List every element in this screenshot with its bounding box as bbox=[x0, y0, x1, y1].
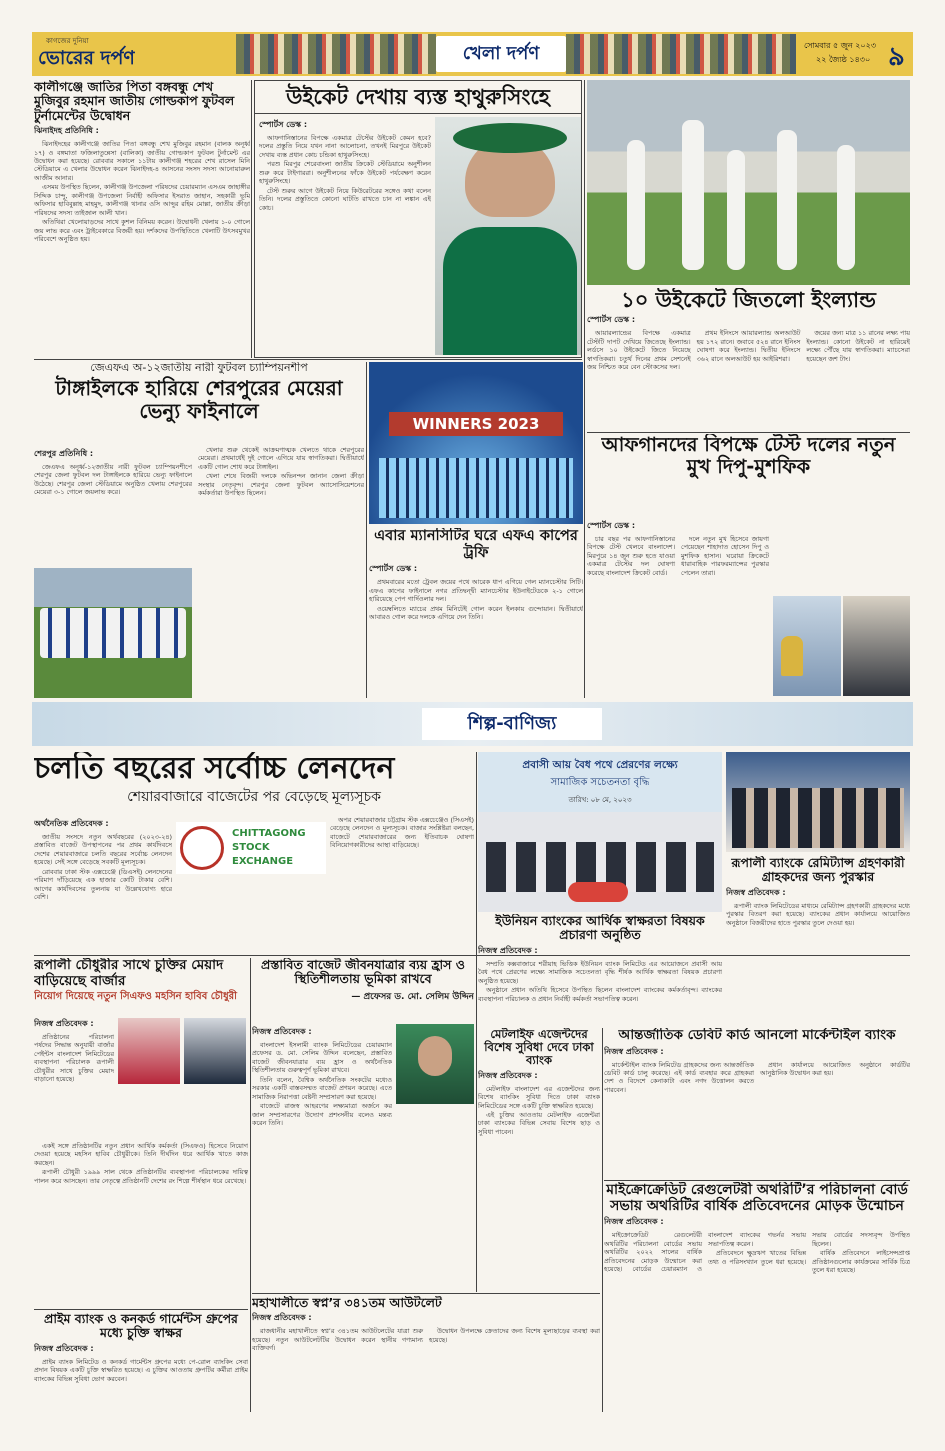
paragraph: পরশু মিরপুর শেরেবাংলা জাতীয় ক্রিকেট স্টেডিয়ামে অনুশীলন শুরু করে টাইগাররা। অনুশীলনের ফাঁকে উইকেট পর্যবেক্ষণ করেন হাথুরুসিংহে। bbox=[259, 160, 431, 186]
paragraph: প্রতিষ্ঠানের পরিচালনা পর্ষদের সিদ্ধান্ত অনুযায়ী বার্জার পেইন্টস বাংলাদেশ লিমিটেডের ব্যবস্থাপনা পরিচালক রূপালী চৌধুরীর সাথে চুক্তির মেয়াদ বাড়ানো হয়েছে। bbox=[34, 1033, 114, 1084]
paragraph: প্রধান কার্যালয়ে আয়োজিত অনুষ্ঠানে কার্ডটির আনুষ্ঠানিক উদ্বোধন করা হয়। bbox=[760, 1060, 910, 1077]
stock-text-left bbox=[34, 816, 172, 952]
flowers bbox=[568, 882, 628, 902]
article-body bbox=[259, 134, 431, 212]
paragraph: একই সঙ্গে প্রতিষ্ঠানটির নতুন প্রধান আর্থিক কর্মকর্তা (সিএফও) হিসেবে নিয়োগ দেওয়া হয়েছে মহসিন হাবিব চৌধুরীকে। তিনি দীর্ঘদিন ধরে আর্থিক খাতে কাজ করছেন। bbox=[34, 1142, 248, 1167]
article-stock bbox=[34, 752, 474, 952]
paragraph: বাংলাদেশ ইসলামী ব্যাংক লিমিটেডের চেয়ারম্যান প্রফেসর ড. মো. সেলিম উদ্দিন বলেছেন, প্রস্তাবিত বাজেট জীবনযাত্রার ব্যয় হ্রাস ও অর্থনৈতিক স্থিতিশীলতায় গুরুত্বপূর্ণ ভূমিকা রাখবে। bbox=[252, 1041, 392, 1075]
team-banner-image bbox=[566, 34, 796, 74]
banner-line-1: প্রবাসী আয় বৈধ পথে প্রেরণের লক্ষ্যে bbox=[522, 759, 678, 771]
section-divider bbox=[34, 1309, 248, 1310]
paragraph: মাইক্রোক্রেডিট রেগুলেটরী অথরিটির পরিচালনা বোর্ডের সভায় অথরিটির ২০২২ সালের বার্ষিক প্রতিবেদনের মোড়ক উন্মোচন করা হয়েছে। বোর্ডের চেয়ারম্যান ও বাংলাদেশ ব্যাংকের গভর্নর সভায় সভাপতিত্ব করেন। bbox=[604, 1231, 806, 1273]
section-divider bbox=[34, 359, 582, 360]
article-union-bank bbox=[478, 914, 722, 1024]
trophy-icon bbox=[781, 636, 803, 676]
player-figure bbox=[837, 145, 855, 270]
paragraph: মেটলাইফ বাংলাদেশ এর এজেন্টদের জন্য বিশেষ ব্যাংকিং সুবিধা দিতে ঢাকা ব্যাংক লিমিটেডের সঙ্গে একটি চুক্তি স্বাক্ষরিত হয়েছে। bbox=[478, 1084, 600, 1110]
headline: রূপালী ব্যাংকে রেমিট্যান্স গ্রহণকারী গ্রাহকদের জন্য পুরস্কার bbox=[731, 856, 905, 885]
section-divider bbox=[604, 1180, 910, 1181]
article-body bbox=[252, 1041, 392, 1128]
article-sherpur bbox=[34, 362, 364, 698]
banner-date: তারিখ: ০৮ মে, ২০২৩ bbox=[568, 796, 632, 804]
headline: কালীগঞ্জে জাতির পিতা বঙ্গবন্ধু শেখ মুজিবুর রহমান জাতীয় গোল্ডকাপ ফুটবল টুর্নামেন্টের উদ্বোধন bbox=[34, 80, 235, 123]
column-divider bbox=[602, 1028, 603, 1412]
headline: উইকেট দেখায় ব্যস্ত হাথুরুসিংহে bbox=[255, 81, 581, 114]
sherpur-right-column bbox=[198, 446, 364, 696]
column-divider bbox=[584, 80, 585, 698]
team-players bbox=[40, 608, 186, 658]
paragraph: এই চুক্তির আওতায় মেটলাইফ এজেন্টরা ঢাকা ব্যাংকের বিভিন্ন সেবায় বিশেষ ছাড় ও সুবিধা পাবেন। bbox=[478, 1111, 600, 1136]
paragraph: রাজধানীর মহাখালীতে স্বপ্ন’র ৩৪১তম আউটলেটের যাত্রা শুরু হয়েছে। নতুন আউটলেটটির উদ্বোধন করেন স্থানীয় গণ্যমান্য ব্যক্তিবর্গ। bbox=[252, 1327, 423, 1353]
mohsin-habib-photo bbox=[184, 1018, 246, 1084]
headline: মহাখালীতে স্বপ্ন’র ৩৪১তম আউটলেট bbox=[252, 1296, 442, 1310]
article-microcredit bbox=[604, 1182, 910, 1412]
paragraph: মার্কেন্টাইল ব্যাংক লিমিটেড গ্রাহকদের জন্য আন্তর্জাতিক ডেবিট কার্ড চালু করেছে। এই কার্ড ব্যবহার করে গ্রাহকরা দেশ ও বিদেশে কেনাকাটা এবং নগদ উত্তোলন করতে পারবেন। bbox=[604, 1060, 754, 1094]
rupali-text-bottom bbox=[34, 1142, 248, 1308]
article-body bbox=[478, 1085, 600, 1137]
banner-line-2: সামাজিক সচেতনতা বৃদ্ধি bbox=[550, 777, 650, 788]
byline: শেরপুর প্রতিনিধি : bbox=[34, 449, 94, 458]
article-body bbox=[330, 816, 474, 850]
section-divider bbox=[587, 432, 910, 433]
england-team-photo bbox=[587, 80, 910, 285]
cse-logo-line-1: CHITTAGONG bbox=[232, 828, 306, 839]
player-figure bbox=[627, 140, 645, 270]
article-body bbox=[34, 833, 172, 902]
byline: নিজস্ব প্রতিবেদক : bbox=[34, 1019, 94, 1028]
author-line: — প্রফেসর ড. মো. সেলিম উদ্দিন bbox=[351, 991, 474, 1002]
byline: স্পোর্টস ডেস্ক : bbox=[587, 521, 636, 530]
paragraph: প্রথমবারের মতো ট্রেবল জয়ের পথে আরেক ধাপ এগিয়ে গেল ম্যানচেস্টার সিটি। এফএ কাপের ফাইনালে নগর প্রতিদ্বন্দ্বী ম্যানচেস্টার ইউনাইটেডকে ২-১ গোলে হারিয়েছে পেপ গার্দিওলার দল। bbox=[369, 578, 583, 604]
union-bank-event-photo bbox=[478, 752, 722, 912]
headline: আন্তর্জাতিক ডেবিট কার্ড আনলো মার্কেন্টাইল ব্যাংক bbox=[618, 1028, 896, 1043]
player-figure bbox=[727, 150, 745, 270]
player-figure bbox=[777, 130, 797, 270]
afghan-text bbox=[587, 518, 769, 698]
paragraph: রোববার ঢাকা স্টক এক্সচেঞ্জে (ডিএসই) লেনদেনের পরিমাণ দাঁড়িয়েছে এক হাজার কোটি টাকার বেশি। আগের কার্যদিবসের তুলনায় যা উল্লেখযোগ্য হারে বেশি। bbox=[34, 867, 172, 902]
headline: চলতি বছরের সর্বোচ্চ লেনদেন bbox=[34, 752, 395, 786]
section-title-box bbox=[422, 708, 602, 740]
sherpur-left-column bbox=[34, 446, 192, 564]
article-prime-bank bbox=[34, 1312, 248, 1412]
byline: নিজস্ব প্রতিবেদক : bbox=[478, 945, 538, 955]
award-people bbox=[732, 788, 904, 848]
article-body bbox=[252, 1327, 600, 1352]
article-body bbox=[478, 960, 722, 1003]
date-line-1: সোমবার ৫ জুন ২০২৩ bbox=[804, 41, 877, 50]
headline: রূপালী চৌধুরীর সাথে চুক্তির মেয়াদ বাড়িয়েছে বার্জার bbox=[34, 958, 224, 989]
paragraph: টেস্ট শুরুর আগে উইকেট নিয়ে কিউরেটরের সঙ্গেও কথা বলেন তিনি। দলের প্রস্তুতিতে কোনো ঘাটতি রাখতে চান না লঙ্কান এই কোচ। bbox=[259, 186, 431, 212]
paragraph: অনুষ্ঠানে প্রধান অতিথি হিসেবে উপস্থিত ছিলেন বাংলাদেশ ব্যাংকের কর্মকর্তাবৃন্দ। ব্যাংকের ব্যবস্থাপনা পরিচালক ও প্রধান নির্বাহী কর্মকর্তা সভাপতিত্ব করেন। bbox=[478, 986, 722, 1003]
article-text-column bbox=[259, 117, 431, 355]
section-divider bbox=[34, 955, 910, 956]
kicker: জেএফএ অ-১২জাতীয় নারী ফুটবল চ্যাম্পিয়নশীপ bbox=[90, 362, 308, 374]
selim-uddin-photo bbox=[396, 1024, 474, 1104]
article-body bbox=[369, 578, 583, 621]
paragraph: বার্ষিক প্রতিবেদনে লাইসেন্সপ্রাপ্ত প্রতিষ্ঠানগুলোর কার্যক্রমের সার্বিক চিত্র তুলে ধরা হয়েছে। bbox=[812, 1249, 910, 1274]
rupali-award-photo bbox=[726, 752, 910, 852]
byline: নিজস্ব প্রতিবেদক : bbox=[478, 1070, 538, 1080]
budget-text-column bbox=[252, 1024, 392, 1294]
article-body bbox=[34, 1142, 248, 1185]
byline: নিজস্ব প্রতিবেদক : bbox=[252, 1027, 312, 1036]
paragraph: ওয়েম্বলিতে ম্যাচের প্রথম মিনিটেই গোল করেন ইলকায় গুন্দোয়ান। দ্বিতীয়ার্ধে আবারও গোল করে দলকে এগিয়ে দেন তিনি। bbox=[369, 604, 583, 622]
headline: প্রস্তাবিত বাজেট জীবনযাত্রার ব্যয় হ্রাস ও স্থিতিশীলতায় ভূমিকা রাখবে bbox=[261, 958, 465, 987]
article-hathurusingha bbox=[254, 80, 582, 358]
cse-logo-line-2: STOCK bbox=[232, 842, 270, 853]
headline: ১০ উইকেটে জিতলো ইংল্যান্ড bbox=[621, 288, 876, 312]
coach-jersey bbox=[443, 227, 577, 355]
byline: অর্থনৈতিক প্রতিবেদক : bbox=[34, 819, 109, 828]
portrait-face bbox=[418, 1036, 452, 1076]
byline: স্পোর্টস ডেস্ক : bbox=[259, 120, 308, 129]
coach-hat bbox=[453, 123, 567, 153]
article-mercantile-debit bbox=[604, 1028, 910, 1178]
section-title: খেলা দর্পণ bbox=[462, 43, 540, 64]
paragraph: বাজেটে রাজস্ব আহরণের লক্ষ্যমাত্রা অর্জনে কর জাল সম্প্রসারণের উদ্যোগ প্রশংসনীয় বলেও মন্তব্য করেন তিনি। bbox=[252, 1102, 392, 1128]
headline: মাইক্রোক্রেডিট রেগুলেটরী অথরিটি’র পরিচালনা বোর্ড সভায় অথরিটির বার্ষিক প্রতিবেদনের মোড়ক উন্মোচন bbox=[606, 1182, 908, 1215]
byline: নিজস্ব প্রতিবেদক : bbox=[34, 1343, 94, 1353]
rupali-chowdhury-photo bbox=[118, 1018, 180, 1084]
paragraph: জয়ের জন্য মাত্র ১১ রানের লক্ষ্য পায় ইংল্যান্ড। কোনো উইকেট না হারিয়েই লক্ষ্যে পৌঁছে যায় স্বাগতিকরা। ম্যাচসেরা হয়েছেন জশ টাং। bbox=[806, 329, 910, 363]
cse-logo bbox=[176, 822, 326, 874]
coach-photo bbox=[435, 117, 581, 355]
article-body bbox=[587, 535, 769, 578]
subhead: নিয়োগ দিয়েছে নতুন সিএফও মহসিন হাবিব চৌধুরী bbox=[34, 991, 238, 1003]
paragraph: প্রাইম ব্যাংক লিমিটেড ও কনকর্ড গার্মেন্টস গ্রুপের মধ্যে পে-রোল ব্যাংকিং সেবা প্রদান বিষয়ক একটি চুক্তি স্বাক্ষরিত হয়েছে। এ চুক্তির আওতায় গ্রুপটির কর্মীরা প্রাইম ব্যাংকের বিভিন্ন সুবিধা ভোগ করবেন। bbox=[34, 1357, 248, 1383]
article-body bbox=[198, 446, 364, 498]
article-body bbox=[34, 140, 250, 243]
headline: প্রাইম ব্যাংক ও কনকর্ড গার্মেন্টস গ্রুপের মধ্যে চুক্তি স্বাক্ষর bbox=[44, 1312, 238, 1341]
section-title: শিল্প-বাণিজ্য bbox=[467, 713, 557, 734]
article-body bbox=[34, 463, 192, 497]
celebrating-players bbox=[379, 458, 573, 518]
headline: টাঙ্গাইলকে হারিয়ে শেরপুরের মেয়েরা ভেন্যু ফাইনালে bbox=[55, 375, 343, 423]
paragraph: অপর শেয়ারবাজার চট্টগ্রাম স্টক এক্সচেঞ্জেও (সিএসই) বেড়েছে লেনদেন ও মূল্যসূচক। বাজার সংশ্লিষ্টরা বলছেন, বাজেটে শেয়ারবাজারের জন্য ইতিবাচক ঘোষণা বিনিয়োগকারীদের আস্থা বাড়িয়েছে। bbox=[330, 816, 474, 850]
byline: ঝিনাইদহ প্রতিনিধি : bbox=[34, 126, 99, 136]
headline: মেটলাইফ এজেন্টদের বিশেষ সুবিধা দেবে ঢাকা ব্যাংক bbox=[484, 1028, 594, 1068]
subhead: শেয়ারবাজারে বাজেটের পর বেড়েছে মূল্যসূচক bbox=[127, 788, 381, 805]
article-rupali-chowdhury bbox=[34, 958, 248, 1308]
paper-name-logo: ভোরের দর্পণ bbox=[38, 47, 135, 69]
column-divider bbox=[251, 80, 252, 358]
date-line-2: ২২ জ্যৈষ্ঠ ১৪৩০ bbox=[816, 55, 871, 64]
paragraph: তিনি বলেন, বৈশ্বিক অর্থনৈতিক সংকটের মধ্যেও সরকার একটি বাস্তবসম্মত বাজেট প্রণয়ন করেছে। এতে সামাজিক নিরাপত্তা বেষ্টনী সম্প্রসারণ করা হয়েছে। bbox=[252, 1075, 392, 1101]
paragraph: আফগানিস্তানের বিপক্ষে একমাত্র টেস্টের উইকেট কেমন হবে? দলের প্রস্তুতি নিয়ে যখন নানা আলোচনা, তখনই মিরপুরে উইকেট দেখায় ব্যস্ত প্রধান কোচ চন্ডিকা হাথুরুসিংহে। bbox=[259, 134, 431, 159]
paragraph: রূপালী ব্যাংক লিমিটেডের মাধ্যমে রেমিট্যান্স গ্রহণকারী গ্রাহকদের মধ্যে পুরস্কার বিতরণ করা হয়েছে। ব্যাংকের প্রধান কার্যালয়ে আয়োজিত অনুষ্ঠানে বিজয়ীদের হাতে পুরস্কার তুলে দেওয়া হয়। bbox=[726, 901, 910, 927]
article-body bbox=[726, 902, 910, 927]
trophy-banner: WINNERS 2023 bbox=[389, 412, 563, 436]
crowd-banner-image bbox=[236, 34, 436, 74]
paragraph: এসময় উপস্থিত ছিলেন, কালীগঞ্জ উপজেলা পরিষদের চেয়ারম্যান এসএম জাহাঙ্গীর সিদ্দিক চান্দু, কালীগঞ্জ উপজেলা নির্বাহী অফিসার ইসরাত জাহান, সহকারী ভূমি অফিসার হাবিবুল্লাহ মাহমুদ, কালীগঞ্জ থানার ওসি আব্দুর রহিম মোল্লা, জাতীয় ক্রীড়া পরিষদের সদস্য তাইজাল আলী খান। bbox=[34, 183, 250, 217]
byline: স্পোর্টস ডেস্ক : bbox=[587, 315, 636, 325]
business-section-banner bbox=[32, 702, 913, 746]
article-afghan bbox=[587, 434, 910, 698]
paragraph: সম্প্রতি কক্সবাজারে শরীয়াহ ভিত্তিক ইউনিয়ন ব্যাংক লিমিটেড এর আয়োজনে প্রবাসী আয় বৈধ পথে প্রেরণের লক্ষ্যে সামাজিক সচেতনতা বৃদ্ধি শীর্ষক আর্থিক স্বাক্ষরতা বিষয়ক প্রচারণা অনুষ্ঠিত হয়েছে। bbox=[478, 959, 722, 985]
paragraph: খেলা শেষে বিজয়ী দলকে অভিনন্দন জানান জেলা ক্রীড়া সংস্থার নেতৃবৃন্দ। শেরপুর জেলা ফুটবল অ্যাসোসিয়েশনের কর্মকর্তারা উপস্থিত ছিলেন। bbox=[198, 472, 364, 498]
paragraph: রূপালী চৌধুরী ১৯৯৯ সাল থেকে প্রতিষ্ঠানটির ব্যবস্থাপনা পরিচালকের দায়িত্ব পালন করে আসছেন। তার নেতৃত্বে প্রতিষ্ঠানটি দেশের রং শিল্পে শীর্ষস্থান ধরে রেখেছে। bbox=[34, 1168, 248, 1185]
paper-tagline: কাগজের দুনিয়া bbox=[46, 37, 89, 45]
paragraph: খেলার শুরু থেকেই আক্রমণাত্মক খেলতে থাকে শেরপুরের মেয়েরা। প্রথমার্ধেই দুই গোলে এগিয়ে যায় স্বাগতিকরা। দ্বিতীয়ার্ধে একটি গোল শোধ করে টাঙ্গাইল। bbox=[198, 446, 364, 471]
cse-logo-line-3: EXCHANGE bbox=[232, 856, 294, 867]
article-body bbox=[34, 1358, 248, 1383]
article-body bbox=[604, 1231, 910, 1274]
dipu-photo bbox=[773, 596, 841, 696]
seal-icon bbox=[180, 826, 224, 870]
section-divider bbox=[252, 1293, 600, 1294]
sherpur-team-photo bbox=[34, 568, 192, 698]
mancity-trophy-photo bbox=[369, 362, 583, 524]
headline: এবার ম্যানসিটির ঘরে এফএ কাপের ট্রফি bbox=[374, 528, 578, 561]
paragraph: জেএফএ অনূর্ধ্ব-১২জাতীয় নারী ফুটবল চ্যাম্পিয়নশীপে শেরপুর জেলা ফুটবল দল টাঙ্গাইলকে হারিয়ে ভেন্যু ফাইনালে উঠেছে। শেরপুর জেলা স্টেডিয়ামে অনুষ্ঠিত খেলায় শেরপুরের মেয়েরা ৩-১ গোলে জয়লাভ করে। bbox=[34, 463, 192, 497]
masthead bbox=[32, 32, 913, 76]
byline: নিজস্ব প্রতিবেদক : bbox=[604, 1046, 664, 1056]
byline: নিজস্ব প্রতিবেদক : bbox=[252, 1313, 312, 1323]
paragraph: প্রথম ইনিংসে আয়ারল্যান্ড অলআউট হয় ১৭২ রানে। জবাবে ৫২৪ রানে ইনিংস ঘোষণা করে ইংল্যান্ড। দ্বিতীয় ইনিংসে ৩৬২ রানে অলআউট হয় আইরিশরা। bbox=[696, 329, 801, 363]
paragraph: আয়ারল্যান্ডের বিপক্ষে একমাত্র টেস্টটি দাপট দেখিয়ে জিতেছে ইংল্যান্ড। লর্ডসে ১০ উইকেটে জিতে নিয়েছে স্বাগতিকরা। চতুর্থ দিনের প্রথম সেশনেই জয় নিশ্চিত করে বেন স্টোকসের দল। bbox=[587, 329, 691, 371]
article-shwapno bbox=[252, 1296, 600, 1412]
page-number: ৯ bbox=[888, 42, 905, 72]
paragraph: দলে নতুন মুখ হিসেবে জায়গা পেয়েছেন শাহাদাত হোসেন দিপু ও মুশফিক হাসান। ঘরোয়া ক্রিকেটে ধারাবাহিক পারফরম্যান্সের পুরস্কার পেলেন তারা। bbox=[681, 535, 769, 577]
section-title-bar bbox=[436, 36, 566, 72]
byline: নিজস্ব প্রতিবেদক : bbox=[726, 887, 786, 897]
paragraph: চার বছর পর আফগানিস্তানের বিপক্ষে টেস্ট খেলবে বাংলাদেশ। মিরপুরে ১৪ জুন শুরু হতে যাওয়া একমাত্র টেস্টের দল ঘোষণা করেছে বাংলাদেশ ক্রিকেট বোর্ড। bbox=[587, 535, 675, 577]
article-england bbox=[587, 288, 910, 432]
paragraph: উদ্বোধন উপলক্ষে ক্রেতাদের জন্য বিশেষ মূল্যছাড়ের ব্যবস্থা করা হয়েছে। bbox=[429, 1327, 600, 1344]
article-metlife bbox=[478, 1028, 600, 1230]
player-figure bbox=[682, 120, 704, 270]
rupali-text bbox=[34, 1016, 114, 1136]
column-divider bbox=[366, 362, 367, 698]
paragraph: ঝিনাইদহের কালীগঞ্জে জাতির পিতা বঙ্গবন্ধু শেখ মুজিবুর রহমান (বালক অনূর্ধ্ব ১৭) ও বঙ্গমাতা ফজিলাতুন্নেসা (বালিকা) জাতীয় গোল্ডকাপ ফুটবল টুর্নামেন্ট এর উদ্বোধন করা হয়েছে। রোববার সকালে ১১টায় কালীগঞ্জ শহরের শেখ রাসেল মিনি স্টেডিয়ামে এ খেলার উদ্বোধন করেন ঝিনাইদহ-৪ আসনের সংসদ সদস্য আনোয়ারুল আজীম আনার। bbox=[34, 140, 250, 182]
byline: নিজস্ব প্রতিবেদক : bbox=[604, 1217, 664, 1227]
column-divider bbox=[476, 752, 477, 1292]
headline: আফগানদের বিপক্ষে টেস্ট দলের নতুন মুখ দিপু-মুশফিক bbox=[601, 434, 896, 479]
paragraph: জাতীয় সংসদে নতুন অর্থবছরের (২০২৩-২৪) প্রস্তাবিত বাজেট উপস্থাপনের পর প্রথম কার্যদিবসে দেশের শেয়ারবাজারে চলতি বছরের সর্বোচ্চ লেনদেন হয়েছে। সেই সঙ্গে বেড়েছে সবকটি মূল্যসূচক। bbox=[34, 833, 172, 867]
stock-text-right bbox=[330, 816, 474, 952]
mushfiq-photo bbox=[843, 596, 910, 696]
article-kaliganj bbox=[34, 80, 250, 358]
article-rupali-remittance bbox=[726, 856, 910, 956]
article-body bbox=[604, 1061, 910, 1095]
byline: স্পোর্টস ডেস্ক : bbox=[369, 564, 418, 574]
article-mancity bbox=[369, 528, 583, 698]
article-body bbox=[34, 1033, 114, 1084]
headline: ইউনিয়ন ব্যাংকের আর্থিক স্বাক্ষরতা বিষয়ক প্রচারণা অনুষ্ঠিত bbox=[495, 914, 705, 943]
paragraph: অতিথিরা খেলোয়াড়দের সাথে কুশল বিনিময় করেন। উদ্বোধনী খেলায় ১-০ গোলে জয় লাভ করে এবং ট্রাইবেকারে বিজয়ী হয়। দর্শকদের উপস্থিতিতে খেলাটি উৎসবমুখর পরিবেশে অনুষ্ঠিত হয়। bbox=[34, 218, 250, 244]
event-banner bbox=[478, 752, 722, 812]
column-divider bbox=[250, 958, 251, 1412]
article-body bbox=[587, 329, 910, 371]
paragraph: প্রতিবেদনে ক্ষুদ্রঋণ খাতের বিভিন্ন তথ্য ও পরিসংখ্যান তুলে ধরা হয়েছে। সভায় বোর্ডের সদস্যবৃন্দ উপস্থিত ছিলেন। bbox=[708, 1231, 910, 1266]
